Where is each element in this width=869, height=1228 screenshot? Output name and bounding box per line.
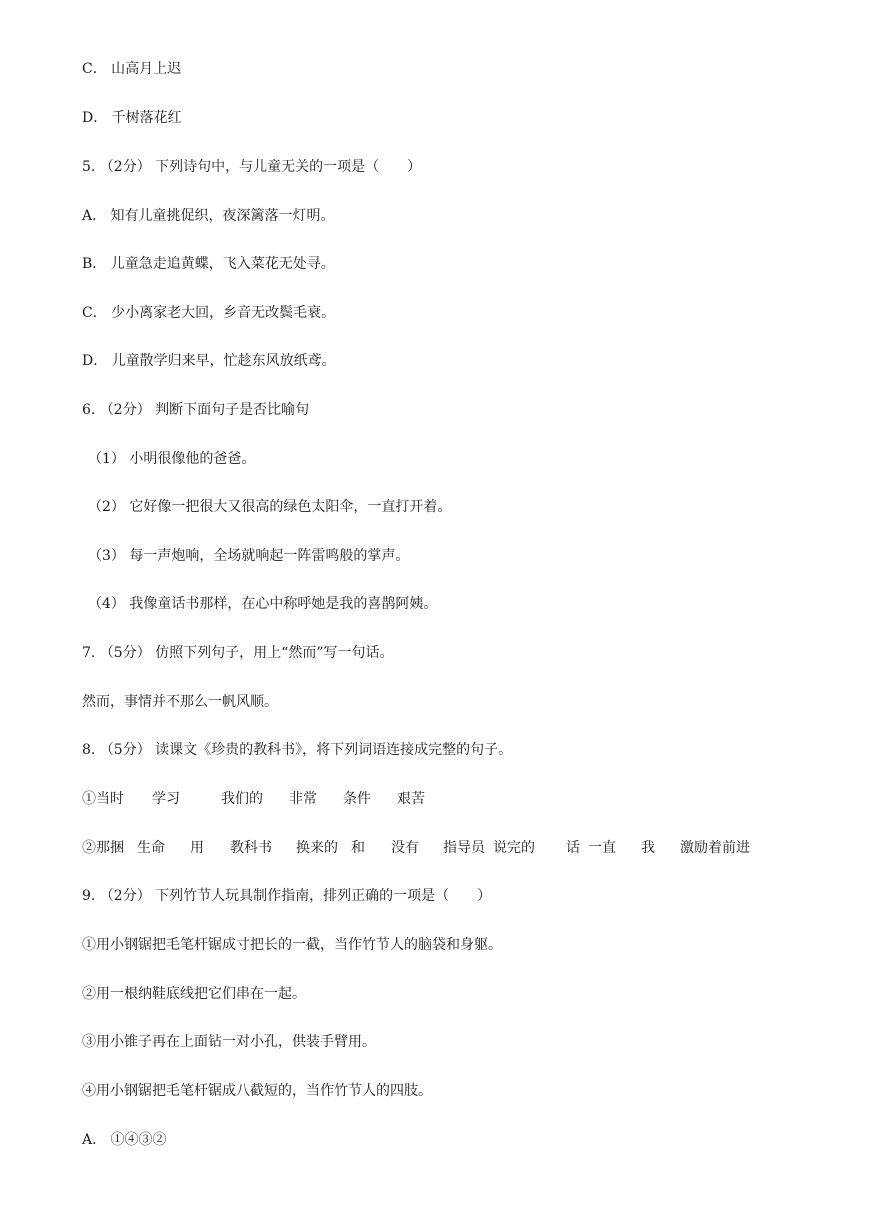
q6-item-2: （2） 它好像一把很大又很高的绿色太阳伞，一直打开着。 <box>88 499 452 515</box>
word: 学习 <box>152 791 180 807</box>
word: 非常 <box>289 791 317 807</box>
word: ②那捆 <box>82 840 124 856</box>
word: 和 <box>351 840 365 856</box>
word: 生命 <box>137 840 165 856</box>
question-9: 9. （2分） 下列竹节人玩具制作指南，排列正确的一项是（ ） <box>82 888 492 904</box>
word: 条件 <box>343 791 371 807</box>
word: 指导员 <box>443 840 485 856</box>
word: 用 <box>190 840 204 856</box>
word: 激励着前进 <box>680 840 750 856</box>
option-d-line: D． 千树落花红 <box>82 110 182 126</box>
word: 艰苦 <box>397 791 425 807</box>
word: 教科书 <box>230 840 272 856</box>
word: 换来的 <box>296 840 338 856</box>
q8-word-group-2 <box>82 838 802 858</box>
question-6: 6. （2分） 判断下面句子是否比喻句 <box>82 402 310 418</box>
option-c-line: C． 山高月上迟 <box>82 61 182 77</box>
q6-item-1: （1） 小明很像他的爸爸。 <box>88 451 256 467</box>
word: 说完的 <box>493 840 535 856</box>
q9-step-1: ①用小钢锯把毛笔杆锯成寸把长的一截，当作竹节人的脑袋和身躯。 <box>82 937 502 953</box>
question-8: 8. （5分） 读课文《珍贵的教科书》，将下列词语连接成完整的句子。 <box>82 742 513 758</box>
q8-word-group-1 <box>82 789 782 809</box>
word: 话 <box>566 840 580 856</box>
q5-option-a: A． 知有儿童挑促织，夜深篱落一灯明。 <box>82 208 335 224</box>
question-7: 7. （5分） 仿照下列句子，用上“然而”写一句话。 <box>82 645 394 661</box>
q6-item-4: （4） 我像童话书那样，在心中称呼她是我的喜鹊阿姨。 <box>88 596 438 612</box>
q9-option-a: A． ①④③② <box>82 1132 167 1148</box>
word: 一直 <box>588 840 616 856</box>
word: 我们的 <box>221 791 263 807</box>
q5-option-b: B． 儿童急走追黄蝶，飞入菜花无处寻。 <box>82 256 335 272</box>
q9-step-2: ②用一根纳鞋底线把它们串在一起。 <box>82 986 306 1002</box>
word: ①当时 <box>82 791 124 807</box>
q9-step-3: ③用小锥子再在上面钻一对小孔，供装手臂用。 <box>82 1034 376 1050</box>
q7-example-sentence: 然而，事情并不那么一帆风顺。 <box>82 694 278 710</box>
question-5: 5. （2分） 下列诗句中，与儿童无关的一项是（ ） <box>82 159 422 175</box>
q9-step-4: ④用小钢锯把毛笔杆锯成八截短的，当作竹节人的四肢。 <box>82 1083 432 1099</box>
word: 没有 <box>391 840 419 856</box>
word: 我 <box>641 840 655 856</box>
q5-option-d: D． 儿童散学归来早，忙趁东风放纸鸢。 <box>82 353 336 369</box>
q5-option-c: C． 少小离家老大回，乡音无改鬓毛衰。 <box>82 305 336 321</box>
q6-item-3: （3） 每一声炮响，全场就响起一阵雷鸣般的掌声。 <box>88 548 410 564</box>
